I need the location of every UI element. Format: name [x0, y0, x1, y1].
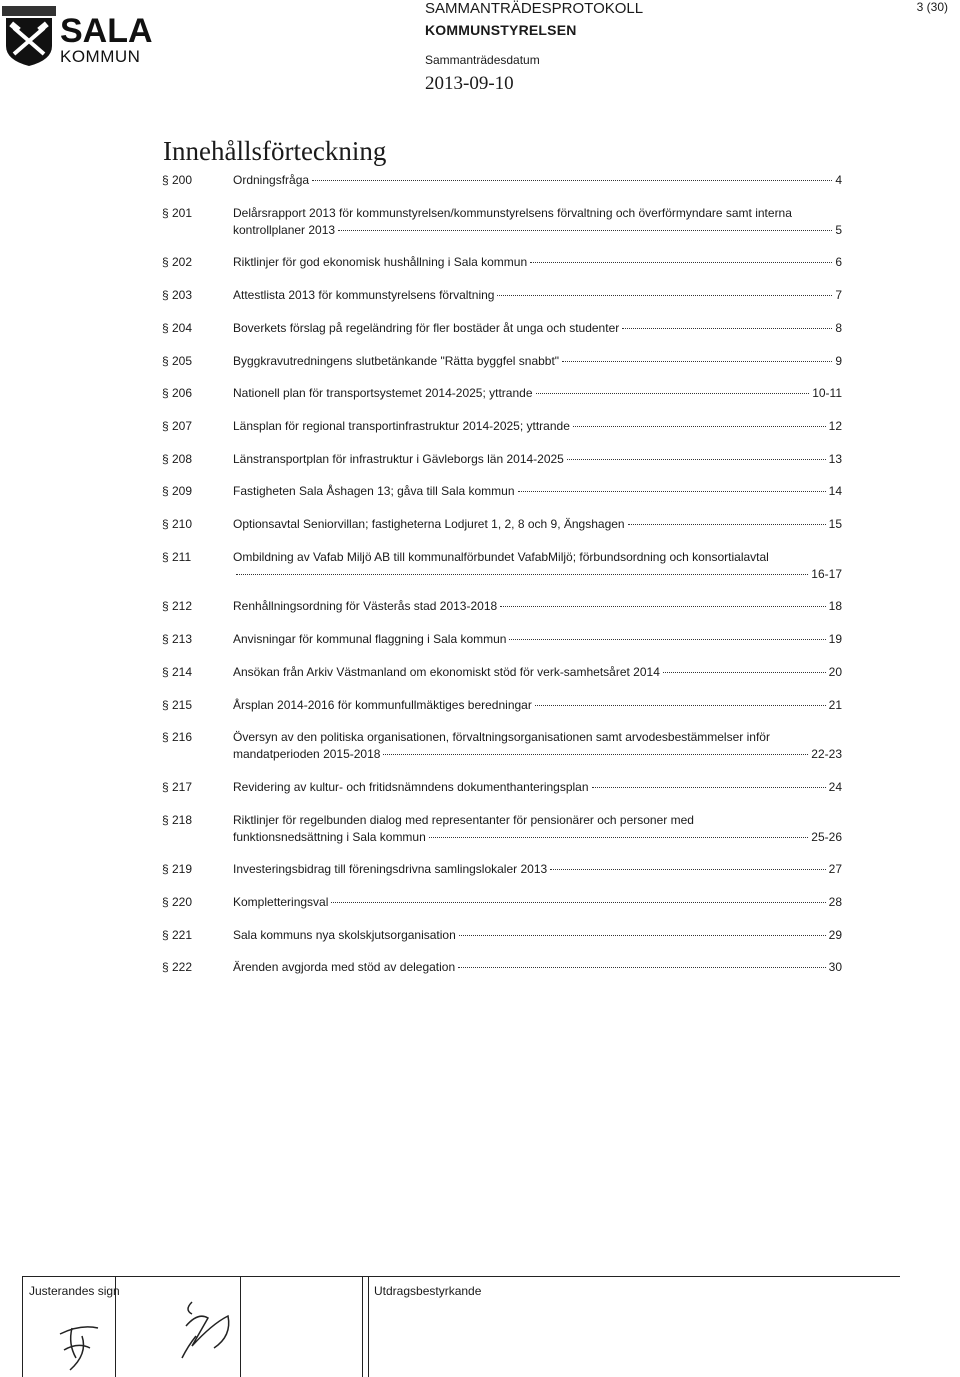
toc-section-number: § 212	[162, 599, 193, 614]
toc-entry-title: Attestlista 2013 för kommunstyrelsens förvaltning	[233, 288, 495, 303]
toc-entry-title: Investeringsbidrag till föreningsdrivna samlingslokaler 2013	[233, 862, 548, 877]
toc-entry-body	[233, 812, 842, 846]
justerandes-sign-label: Justerandes sign	[29, 1284, 120, 1298]
footer-divider	[368, 1276, 369, 1377]
toc-section-number: § 203	[162, 288, 193, 303]
toc-entry-line	[233, 385, 842, 402]
toc-entry-body	[233, 861, 842, 878]
toc-entry-title: Länsplan för regional transportinfrastruktur 2014-2025; yttrande	[233, 418, 570, 433]
toc-entry-line	[233, 287, 842, 304]
toc-entry-body	[233, 516, 842, 533]
toc-entry-line	[233, 779, 842, 796]
toc-entry-title: Länstransportplan för infrastruktur i Gävleborgs län 2014-2025	[233, 451, 564, 466]
toc-entry-line	[233, 598, 842, 615]
toc-entry-line	[233, 353, 842, 370]
toc-entry-title: Riktlinjer för god ekonomisk hushållning i Sala kommun	[233, 255, 528, 270]
toc-entry-body	[233, 418, 842, 435]
toc-page-number: 4	[835, 173, 842, 187]
toc-leader-dots	[331, 902, 825, 903]
toc-entry-title: kontrollplaner 2013	[233, 222, 336, 237]
toc-page-number: 13	[828, 451, 842, 466]
toc-entry-body	[233, 729, 842, 763]
toc-entry-title: Ansökan från Arkiv Västmanland om ekonomiskt stöd för verk-samhetsåret 2014	[233, 664, 660, 679]
toc-page-number: 29	[828, 927, 842, 942]
toc-leader-dots	[530, 262, 832, 263]
toc-section-number: § 202	[162, 255, 193, 270]
toc-leader-dots	[383, 754, 808, 755]
toc-leader-dots	[562, 361, 832, 362]
toc-page-number: 16-17	[811, 566, 842, 581]
toc-entry-line	[233, 959, 842, 976]
toc-leader-dots	[622, 328, 832, 329]
toc-entry-line	[233, 451, 842, 468]
committee-name: KOMMUNSTYRELSEN	[425, 22, 577, 38]
toc-leader-dots	[509, 639, 825, 640]
toc-entry-body	[233, 287, 842, 304]
toc-page-number: 21	[828, 697, 842, 712]
toc-section-number: § 222	[162, 960, 193, 975]
toc-entry-body	[233, 779, 842, 796]
toc-entry-title: Revidering av kultur- och fritidsnämndens dokumenthanteringsplan	[233, 779, 589, 794]
toc-entry-body	[233, 353, 842, 370]
toc-section-number: § 200	[162, 173, 193, 187]
meeting-date: 2013-09-10	[425, 73, 514, 94]
toc-leader-dots	[628, 524, 826, 525]
handwritten-signature-2	[162, 1296, 242, 1366]
toc-leader-dots	[429, 837, 809, 838]
toc-entry-line	[233, 861, 842, 878]
toc-entry-title: Anvisningar för kommunal flaggning i Sala kommun	[233, 632, 507, 647]
toc-section-number: § 209	[162, 484, 193, 499]
toc-entry-title: Ordningsfråga	[233, 173, 310, 187]
toc-entry-line	[233, 697, 842, 714]
sala-kommun-logo	[0, 0, 153, 80]
toc-section-number: § 217	[162, 779, 193, 794]
date-label: Sammanträdesdatum	[425, 53, 540, 67]
toc-entry-line	[233, 664, 842, 681]
toc-entry-body	[233, 664, 842, 681]
toc-page-number: 15	[828, 517, 842, 531]
toc-page-number: 7	[835, 288, 842, 303]
toc-entry-line	[233, 746, 842, 763]
toc-section-number: § 204	[162, 320, 193, 335]
toc-entry-line	[233, 320, 842, 337]
toc-leader-dots	[573, 426, 826, 427]
logo-sub: KOMMUN	[60, 47, 141, 66]
toc-page-number: 18	[828, 599, 842, 614]
logo-name: SALA	[60, 12, 153, 50]
toc-entry-title: funktionsnedsättning i Sala kommun	[233, 829, 426, 844]
municipal-emblem-icon	[2, 6, 56, 66]
toc-section-number: § 219	[162, 862, 193, 877]
toc-section-number: § 218	[162, 812, 193, 827]
toc-leader-dots	[535, 705, 826, 706]
toc-leader-dots	[338, 230, 832, 231]
footer-top-rule	[22, 1276, 900, 1277]
toc-entry-title: Delårsrapport 2013 för kommunstyrelsen/kommunstyrelsens förvaltning och överförmyndare samt interna	[233, 205, 792, 220]
utdragsbestyrkande-label: Utdragsbestyrkande	[374, 1284, 482, 1298]
toc-leader-dots	[459, 935, 826, 936]
toc-section-number: § 211	[162, 549, 192, 564]
toc-section-number: § 207	[162, 418, 193, 433]
toc-page-number: 19	[828, 632, 842, 647]
toc-entry-line	[233, 894, 842, 911]
toc-leader-dots	[518, 491, 826, 492]
toc-page-number: 10-11	[812, 386, 842, 401]
toc-page-number: 27	[828, 862, 842, 877]
toc-entry-title: Riktlinjer för regelbunden dialog med representanter för pensionärer och personer med	[233, 812, 694, 827]
toc-section-number: § 205	[162, 353, 193, 368]
toc-leader-dots	[592, 787, 826, 788]
footer-divider	[22, 1276, 23, 1377]
toc-section-number: § 210	[162, 517, 193, 531]
toc-page-number: 8	[835, 320, 842, 335]
toc-page-number: 5	[835, 222, 842, 237]
toc-section-number: § 213	[162, 632, 193, 647]
toc-page-number: 28	[828, 895, 842, 909]
toc-leader-dots	[236, 574, 808, 575]
toc-entry-body	[233, 483, 842, 500]
toc-page-number: 22-23	[811, 747, 842, 762]
toc-section-number: § 201	[162, 205, 193, 220]
toc-entry-title: Renhållningsordning för Västerås stad 2013-2018	[233, 599, 498, 614]
toc-section-number: § 208	[162, 451, 193, 466]
toc-entry-title: Nationell plan för transportsystemet 2014-2025; yttrande	[233, 386, 533, 401]
toc-entry-line	[233, 631, 842, 648]
toc-page-number: 6	[835, 255, 842, 270]
toc-section-number: § 216	[162, 730, 193, 745]
toc-entry-line	[233, 483, 842, 500]
toc-section-number: § 214	[162, 664, 193, 679]
toc-entry-body	[233, 254, 842, 271]
toc-leader-dots	[567, 459, 826, 460]
toc-entry-body	[233, 598, 842, 615]
toc-page-number: 9	[835, 353, 842, 368]
toc-entry-body	[233, 320, 842, 337]
toc-page-number: 25-26	[811, 829, 842, 844]
toc-entry-title: mandatperioden 2015-2018	[233, 747, 381, 762]
toc-entry-title: Årsplan 2014-2016 för kommunfullmäktiges beredningar	[233, 697, 532, 712]
handwritten-signature-1	[50, 1314, 110, 1372]
toc-entry-title: Byggkravutredningens slutbetänkande "Rätta byggfel snabbt"	[233, 353, 560, 368]
toc-entry-body	[233, 172, 842, 189]
protocol-title: SAMMANTRÄDESPROTOKOLL	[425, 0, 644, 17]
toc-entry-title: Ärenden avgjorda med stöd av delegation	[233, 960, 456, 975]
toc-entry-body	[233, 451, 842, 468]
toc-entry-body	[233, 385, 842, 402]
toc-entry-title: Översyn av den politiska organisationen, förvaltningsorganisationen samt arvodesbestämmelser inför	[233, 730, 770, 745]
toc-entry-body	[233, 959, 842, 976]
toc-entry-title: Fastigheten Sala Åshagen 13; gåva till Sala kommun	[233, 484, 515, 499]
toc-leader-dots	[550, 869, 825, 870]
toc-entry-body	[233, 927, 842, 944]
toc-entry-body	[233, 549, 842, 583]
toc-entry-line	[233, 418, 842, 435]
toc-entry-body	[233, 697, 842, 714]
toc-page-number: 24	[828, 779, 842, 794]
toc-entry-line	[233, 172, 842, 189]
toc-entry-line	[233, 829, 842, 846]
toc-entry-title: Kompletteringsval	[233, 895, 329, 909]
page-number: 3 (30)	[916, 0, 948, 14]
toc-section-number: § 221	[162, 927, 193, 942]
toc-entry-title: Optionsavtal Seniorvillan; fastigheterna Lodjuret 1, 2, 8 och 9, Ängshagen	[233, 517, 625, 531]
toc-leader-dots	[536, 393, 810, 394]
toc-entry-title: Boverkets förslag på regeländring för fler bostäder åt unga och studenter	[233, 320, 620, 335]
toc-section-number: § 206	[162, 386, 193, 401]
toc-page-number: 30	[828, 960, 842, 975]
toc-leader-dots	[458, 967, 825, 968]
toc-page-number: 12	[828, 418, 842, 433]
toc-leader-dots	[497, 295, 832, 296]
toc-entry-line	[233, 254, 842, 271]
toc-leader-dots	[312, 180, 832, 181]
toc-entry-line	[233, 927, 842, 944]
toc-page-number: 14	[828, 484, 842, 499]
signature-footer	[22, 1276, 900, 1377]
footer-divider	[362, 1276, 363, 1377]
toc-section-number: § 215	[162, 697, 193, 712]
toc-page-number: 20	[828, 664, 842, 679]
toc-leader-dots	[500, 606, 825, 607]
toc-entry-line	[233, 566, 842, 583]
toc-entry-line	[233, 516, 842, 533]
toc-leader-dots	[663, 672, 826, 673]
toc-entry-title: Ombildning av Vafab Miljö AB till kommunalförbundet VafabMiljö; förbundsordning och konsortialavtal	[233, 549, 769, 564]
toc-entry-body	[233, 205, 842, 239]
toc-title: Innehållsförteckning	[163, 136, 387, 166]
toc-entry-title: Sala kommuns nya skolskjutsorganisation	[233, 927, 456, 942]
toc-entry-body	[233, 631, 842, 648]
toc-section-number: § 220	[162, 895, 193, 909]
toc-entry-line	[233, 222, 842, 239]
toc-entry-body	[233, 894, 842, 911]
